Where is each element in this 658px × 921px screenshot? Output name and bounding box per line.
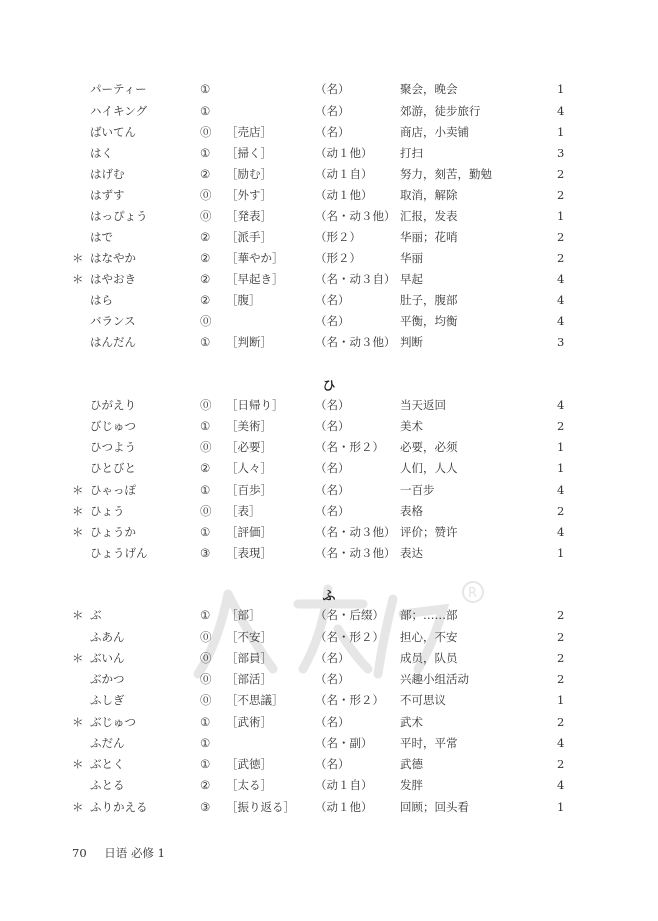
entry-pos: （名・形２） — [315, 630, 384, 644]
entry-pos: （名・动３他） — [315, 525, 396, 539]
vocab-entry — [0, 690, 658, 711]
entry-kanji: ［不思議］ — [226, 693, 284, 707]
entry-meaning: 华丽；花哨 — [400, 230, 458, 244]
entry-meaning: 一百步 — [400, 483, 435, 497]
entry-star: ＊ — [72, 800, 84, 814]
entry-pos: （名・动３他） — [315, 335, 396, 349]
entry-kanji: ［太る］ — [226, 778, 272, 792]
entry-accent: ② — [200, 272, 211, 286]
entry-star: ＊ — [72, 504, 84, 518]
entry-lesson: 2 — [557, 230, 565, 244]
entry-pos: （形２） — [315, 251, 361, 265]
entry-meaning: 郊游，徒步旅行 — [400, 104, 481, 118]
entry-lesson: 2 — [557, 757, 565, 771]
entry-accent: ① — [200, 82, 211, 96]
entry-kanji: ［派手］ — [226, 230, 272, 244]
entry-lesson: 4 — [557, 293, 565, 307]
entry-lesson: 4 — [557, 104, 565, 118]
entry-accent: ⓪ — [200, 672, 212, 686]
entry-accent: ⓪ — [200, 630, 212, 644]
entry-meaning: 必要，必须 — [400, 440, 458, 454]
entry-pos: （名） — [315, 504, 350, 518]
entry-lesson: 2 — [557, 504, 565, 518]
entry-accent: ③ — [200, 800, 211, 814]
entry-pos: （名・动３他） — [315, 209, 396, 223]
entry-reading: ひょうか — [90, 525, 136, 539]
vocab-entry — [0, 248, 658, 269]
entry-kanji: ［評価］ — [226, 525, 272, 539]
entry-accent: ⓪ — [200, 504, 212, 518]
entry-accent: ① — [200, 419, 211, 433]
vocab-entry — [0, 311, 658, 332]
entry-meaning: 努力，刻苦，勤勉 — [400, 167, 492, 181]
entry-lesson: 2 — [557, 651, 565, 665]
vocab-entry — [0, 543, 658, 564]
entry-reading: はっぴょう — [90, 209, 148, 223]
entry-kanji: ［美術］ — [226, 419, 272, 433]
section-heading: ふ — [322, 589, 336, 604]
entry-reading: はずす — [90, 188, 125, 202]
vocab-entry — [0, 437, 658, 458]
entry-accent: ① — [200, 104, 211, 118]
entry-lesson: 1 — [557, 693, 565, 707]
entry-accent: ② — [200, 167, 211, 181]
entry-meaning: 表格 — [400, 504, 423, 518]
entry-pos: （名） — [315, 293, 350, 307]
entry-accent: ⓪ — [200, 188, 212, 202]
entry-meaning: 不可思议 — [400, 693, 446, 707]
entry-accent: ⓪ — [200, 125, 212, 139]
vocab-entry — [0, 269, 658, 290]
entry-meaning: 商店，小卖铺 — [400, 125, 469, 139]
entry-lesson: 4 — [557, 398, 565, 412]
entry-kanji: ［掃く］ — [226, 146, 272, 160]
entry-star: ＊ — [72, 272, 84, 286]
entry-meaning: 人们，人人 — [400, 461, 458, 475]
entry-accent: ⓪ — [200, 209, 212, 223]
entry-pos: （动１他） — [315, 188, 373, 202]
entry-lesson: 2 — [557, 419, 565, 433]
entry-star: ＊ — [72, 608, 84, 622]
entry-kanji: ［部員］ — [226, 651, 272, 665]
entry-reading: ぶじゅつ — [90, 715, 136, 729]
entry-pos: （动１自） — [315, 167, 373, 181]
entry-reading: ぶとく — [90, 757, 125, 771]
entry-pos: （动１自） — [315, 778, 373, 792]
entry-meaning: 担心，不安 — [400, 630, 458, 644]
entry-pos: （名・形２） — [315, 693, 384, 707]
entry-meaning: 兴趣小组活动 — [400, 672, 469, 686]
entry-reading: ふしぎ — [90, 693, 125, 707]
entry-meaning: 美术 — [400, 419, 423, 433]
entry-lesson: 1 — [557, 546, 565, 560]
entry-reading: ふとる — [90, 778, 125, 792]
entry-accent: ⓪ — [200, 314, 212, 328]
entry-lesson: 2 — [557, 608, 565, 622]
entry-accent: ③ — [200, 546, 211, 560]
entry-pos: （动１他） — [315, 800, 373, 814]
entry-kanji: ［発表］ — [226, 209, 272, 223]
entry-reading: はく — [90, 146, 113, 160]
entry-kanji: ［華やか］ — [226, 251, 284, 265]
vocab-entry — [0, 416, 658, 437]
entry-kanji: ［腹］ — [226, 293, 261, 307]
vocab-entry — [0, 712, 658, 733]
entry-kanji: ［部活］ — [226, 672, 272, 686]
entry-meaning: 表达 — [400, 546, 423, 560]
entry-lesson: 1 — [557, 800, 565, 814]
entry-accent: ② — [200, 778, 211, 792]
entry-reading: ふあん — [90, 630, 125, 644]
entry-accent: ② — [200, 230, 211, 244]
vocab-entry — [0, 185, 658, 206]
entry-pos: （名） — [315, 757, 350, 771]
entry-reading: びじゅつ — [90, 419, 136, 433]
entry-accent: ① — [200, 335, 211, 349]
entry-meaning: 武德 — [400, 757, 423, 771]
entry-lesson: 2 — [557, 167, 565, 181]
entry-kanji: ［表現］ — [226, 546, 272, 560]
entry-reading: ハイキング — [90, 104, 148, 118]
entry-kanji: ［表］ — [226, 504, 261, 518]
entry-reading: ひつよう — [90, 440, 136, 454]
entry-accent: ① — [200, 525, 211, 539]
entry-lesson: 2 — [557, 630, 565, 644]
entry-lesson: 4 — [557, 736, 565, 750]
entry-kanji: ［部］ — [226, 608, 261, 622]
entry-pos: （名・动３自） — [315, 272, 396, 286]
entry-kanji: ［武徳］ — [226, 757, 272, 771]
entry-pos: （名） — [315, 82, 350, 96]
entry-pos: （名） — [315, 715, 350, 729]
entry-star: ＊ — [72, 251, 84, 265]
entry-lesson: 4 — [557, 272, 565, 286]
entry-reading: はんだん — [90, 335, 136, 349]
entry-reading: はなやか — [90, 251, 136, 265]
vocab-entry — [0, 733, 658, 754]
entry-meaning: 发胖 — [400, 778, 423, 792]
entry-meaning: 回顾；回头看 — [400, 800, 469, 814]
vocab-entry — [0, 458, 658, 479]
entry-accent: ① — [200, 146, 211, 160]
vocab-entry — [0, 797, 658, 818]
vocab-entry — [0, 480, 658, 501]
entry-meaning: 肚子，腹部 — [400, 293, 458, 307]
entry-reading: ばいてん — [90, 125, 136, 139]
vocab-entry — [0, 206, 658, 227]
entry-reading: ひゃっぽ — [90, 483, 136, 497]
entry-accent: ① — [200, 608, 211, 622]
vocab-entry — [0, 501, 658, 522]
entry-lesson: 3 — [557, 335, 565, 349]
vocab-entry — [0, 395, 658, 416]
entry-pos: （名・形２） — [315, 440, 384, 454]
entry-lesson: 2 — [557, 672, 565, 686]
entry-kanji: ［早起き］ — [226, 272, 284, 286]
entry-kanji: ［日帰り］ — [226, 398, 284, 412]
entry-pos: （动１他） — [315, 146, 373, 160]
vocab-entry — [0, 332, 658, 353]
entry-kanji: ［必要］ — [226, 440, 272, 454]
vocab-entry — [0, 648, 658, 669]
entry-lesson: 4 — [557, 314, 565, 328]
entry-pos: （名・副） — [315, 736, 373, 750]
entry-lesson: 4 — [557, 525, 565, 539]
entry-accent: ② — [200, 251, 211, 265]
entry-lesson: 2 — [557, 715, 565, 729]
entry-pos: （名・后缀） — [315, 608, 384, 622]
entry-kanji: ［励む］ — [226, 167, 272, 181]
vocab-entry — [0, 627, 658, 648]
vocab-entry — [0, 227, 658, 248]
entry-meaning: 聚会，晚会 — [400, 82, 458, 96]
entry-kanji: ［外す］ — [226, 188, 272, 202]
entry-reading: ぶ — [90, 608, 102, 622]
entry-pos: （名） — [315, 104, 350, 118]
entry-meaning: 平衡，均衡 — [400, 314, 458, 328]
entry-reading: ぶかつ — [90, 672, 125, 686]
entry-accent: ② — [200, 461, 211, 475]
entry-reading: ふだん — [90, 736, 125, 750]
entry-reading: バランス — [90, 314, 136, 328]
vocab-entry — [0, 775, 658, 796]
entry-accent: ⓪ — [200, 651, 212, 665]
entry-kanji: ［売店］ — [226, 125, 272, 139]
entry-meaning: 打扫 — [400, 146, 423, 160]
entry-star: ＊ — [72, 651, 84, 665]
entry-accent: ① — [200, 757, 211, 771]
entry-meaning: 早起 — [400, 272, 423, 286]
page-number: 70 — [72, 846, 87, 860]
entry-kanji: ［武術］ — [226, 715, 272, 729]
entry-pos: （名） — [315, 419, 350, 433]
entry-kanji: ［不安］ — [226, 630, 272, 644]
entry-meaning: 成员，队员 — [400, 651, 458, 665]
vocab-entry — [0, 290, 658, 311]
entry-meaning: 评价；赞许 — [400, 525, 458, 539]
entry-meaning: 华丽 — [400, 251, 423, 265]
entry-lesson: 4 — [557, 778, 565, 792]
entry-accent: ⓪ — [200, 693, 212, 707]
entry-lesson: 1 — [557, 440, 565, 454]
entry-lesson: 4 — [557, 483, 565, 497]
entry-pos: （形２） — [315, 230, 361, 244]
page-footer — [72, 845, 179, 861]
entry-lesson: 1 — [557, 125, 565, 139]
entry-meaning: 当天返回 — [400, 398, 446, 412]
entry-star: ＊ — [72, 757, 84, 771]
entry-kanji: ［人々］ — [226, 461, 272, 475]
entry-lesson: 1 — [557, 209, 565, 223]
entry-accent: ① — [200, 483, 211, 497]
entry-pos: （名） — [315, 314, 350, 328]
entry-accent: ⓪ — [200, 398, 212, 412]
entry-reading: ぶいん — [90, 651, 125, 665]
book-title: 日语 必修 1 — [104, 846, 165, 860]
entry-accent: ② — [200, 293, 211, 307]
entry-kanji: ［判断］ — [226, 335, 272, 349]
entry-lesson: 2 — [557, 188, 565, 202]
entry-reading: ひょうげん — [90, 546, 148, 560]
entry-meaning: 部；……部 — [400, 608, 458, 622]
vocab-entry — [0, 122, 658, 143]
entry-pos: （名） — [315, 483, 350, 497]
entry-pos: （名） — [315, 461, 350, 475]
entry-reading: はげむ — [90, 167, 125, 181]
entry-pos: （名） — [315, 125, 350, 139]
entry-kanji: ［振り返る］ — [226, 800, 295, 814]
entry-lesson: 1 — [557, 82, 565, 96]
entry-lesson: 3 — [557, 146, 565, 160]
svg-text:R: R — [468, 586, 478, 601]
entry-reading: ひとびと — [90, 461, 136, 475]
vocab-entry — [0, 101, 658, 122]
entry-accent: ① — [200, 715, 211, 729]
entry-reading: ひがえり — [90, 398, 136, 412]
entry-accent: ① — [200, 736, 211, 750]
entry-meaning: 武术 — [400, 715, 423, 729]
entry-meaning: 判断 — [400, 335, 423, 349]
entry-pos: （名） — [315, 651, 350, 665]
entry-reading: はで — [90, 230, 113, 244]
entry-meaning: 取消，解除 — [400, 188, 458, 202]
entry-lesson: 2 — [557, 251, 565, 265]
vocab-entry — [0, 754, 658, 775]
vocab-entry — [0, 79, 658, 100]
entry-reading: はら — [90, 293, 113, 307]
entry-reading: ひょう — [90, 504, 125, 518]
entry-meaning: 平时，平常 — [400, 736, 458, 750]
entry-reading: パーティー — [90, 82, 147, 96]
vocab-entry — [0, 143, 658, 164]
entry-pos: （名） — [315, 398, 350, 412]
vocab-entry — [0, 605, 658, 626]
entry-reading: ふりかえる — [90, 800, 148, 814]
entry-meaning: 汇报，发表 — [400, 209, 458, 223]
section-heading: ひ — [322, 379, 336, 394]
entry-pos: （名・动３他） — [315, 546, 396, 560]
entry-reading: はやおき — [90, 272, 136, 286]
entry-star: ＊ — [72, 525, 84, 539]
entry-pos: （名） — [315, 672, 350, 686]
entry-star: ＊ — [72, 715, 84, 729]
entry-kanji: ［百歩］ — [226, 483, 272, 497]
entry-star: ＊ — [72, 483, 84, 497]
vocab-entry — [0, 522, 658, 543]
vocab-entry — [0, 669, 658, 690]
vocab-entry — [0, 164, 658, 185]
entry-lesson: 1 — [557, 461, 565, 475]
entry-accent: ⓪ — [200, 440, 212, 454]
